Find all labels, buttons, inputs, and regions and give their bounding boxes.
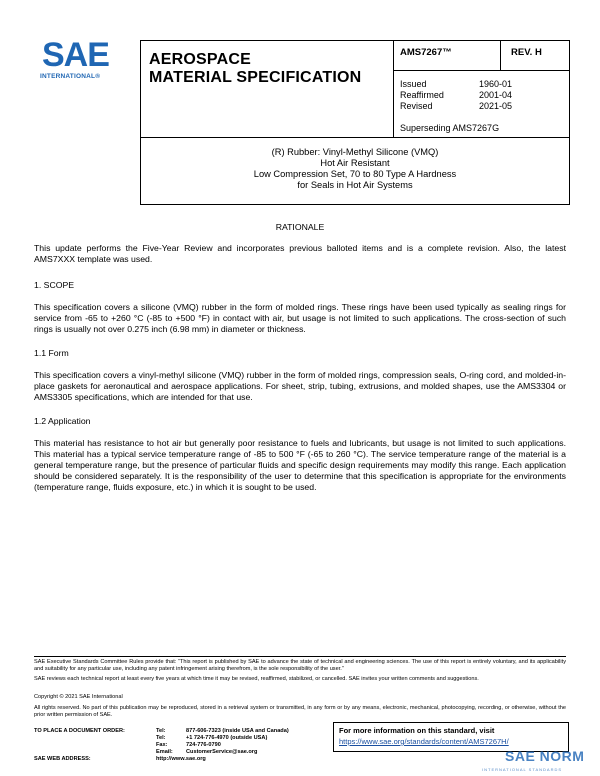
header-divider bbox=[393, 41, 394, 137]
order-label: TO PLACE A DOCUMENT ORDER: bbox=[34, 728, 125, 734]
spec-title-line: Low Compression Set, 70 to 80 Type A Hardness bbox=[253, 169, 457, 179]
superseding-note: Superseding AMS7267G bbox=[400, 123, 500, 133]
revision-label: REV. H bbox=[511, 47, 542, 58]
date-label: Revised bbox=[400, 101, 433, 111]
document-type-title bbox=[149, 51, 361, 87]
contact-key: Tel: bbox=[156, 735, 166, 741]
section-1-paragraph: This specification covers a silicone (VMQ) rubber in the form of molded rings. These rings have been used typically as sealing rings for service from -65 to +260 °C (-85 to +500 °F) in contact with air, but usage is not limited to such applications. The cross-section of such rings is usually not over 0.275 inch (6.98 mm) in diameter or thickness. bbox=[34, 302, 566, 334]
date-list bbox=[400, 79, 512, 112]
date-value: 2021-05 bbox=[478, 101, 512, 111]
section-1-1-heading: 1.1 Form bbox=[34, 348, 69, 358]
phone-outside-usa: +1 724-776-4970 (outside USA) bbox=[186, 735, 268, 741]
order-contact-block bbox=[34, 728, 289, 763]
sae-logo bbox=[38, 38, 120, 84]
web-label: SAE WEB ADDRESS: bbox=[34, 756, 91, 762]
date-label: Reaffirmed bbox=[400, 90, 444, 100]
section-1-1-paragraph: This specification covers a vinyl-methyl silicone (VMQ) rubber in the form of molded rings, compression seals, O-ring cord, and molded-in-place gaskets for aeronautical and aerospace applications. For sheet, strip, tubing, extrusions, and molded shapes, use the AMS3304 or AMS3305 specifications, which are intended for that use. bbox=[34, 370, 566, 402]
date-row-issued bbox=[400, 79, 512, 90]
header-divider bbox=[500, 41, 501, 70]
title-line-1: AEROSPACE bbox=[149, 51, 251, 68]
spec-title-line: (R) Rubber: Vinyl-Methyl Silicone (VMQ) bbox=[271, 147, 439, 157]
date-value: 2001-04 bbox=[478, 90, 512, 100]
contact-key: Fax: bbox=[156, 742, 168, 748]
rationale-paragraph: This update performs the Five-Year Review and incorporates previous balloted items and is a complete revision. Also, the latest AMS7XXX template was used. bbox=[34, 243, 566, 264]
date-row-reaffirmed bbox=[400, 90, 512, 101]
email-address[interactable]: CustomerService@sae.org bbox=[186, 749, 258, 755]
spec-title-line: for Seals in Hot Air Systems bbox=[297, 180, 413, 190]
contact-key: Tel: bbox=[156, 728, 166, 734]
fax-number: 724-776-0790 bbox=[186, 742, 221, 748]
date-label: Issued bbox=[400, 79, 427, 89]
more-info-title: For more information on this standard, visit bbox=[339, 726, 495, 735]
sae-logo-international: INTERNATIONAL® bbox=[40, 73, 101, 80]
section-1-2-heading: 1.2 Application bbox=[34, 416, 91, 426]
section-1-2-paragraph: This material has resistance to hot air but generally poor resistance to fuels and lubricants, but usage is not limited to such applications. This material has a typical service temperature range of -85 to 500 °F (-65 to 260 °C). The service temperature range of the material is a general temperature range, but the presence of particular fluids and specific design requirements may modify this range. Each application should be considered separately. It is the responsibility of the user to determine that this specification is appropriate for the environments (temperature range, fluids exposure, etc.) in which it is sought to be used. bbox=[34, 438, 566, 492]
footer-review-note: SAE reviews each technical report at least every five years at which time it may be revised, reaffirmed, stabilized, or cancelled. SAE invites your written comments and suggestions. bbox=[34, 676, 479, 682]
rationale-heading: RATIONALE bbox=[275, 222, 325, 232]
specification-title-box bbox=[140, 137, 570, 205]
web-address-link[interactable]: http://www.sae.org bbox=[156, 756, 206, 762]
footer-copyright: Copyright © 2021 SAE International bbox=[34, 694, 123, 700]
standard-url-link[interactable]: https://www.sae.org/standards/content/AMS7267H/ bbox=[339, 737, 509, 746]
section-1-heading: 1. SCOPE bbox=[34, 280, 75, 290]
footer-rule bbox=[34, 656, 566, 657]
header-box bbox=[140, 40, 570, 138]
watermark-logo: SAE NORM bbox=[505, 748, 585, 764]
spec-title-line: Hot Air Resistant bbox=[320, 158, 390, 168]
title-line-2: MATERIAL SPECIFICATION bbox=[149, 69, 362, 86]
footer-rules-note: SAE Executive Standards Committee Rules provide that: “This report is published by SAE to advance the state of technical and engineering sciences. The use of this report is entirely voluntary, and its applicability and suitability for any particular use, including any patent infringement arising therefrom, is the sole responsibility of the user.” bbox=[34, 659, 566, 672]
date-row-revised bbox=[400, 101, 512, 112]
phone-inside-usa: 877-606-7323 (inside USA and Canada) bbox=[186, 728, 289, 734]
sae-logo-text: SAE bbox=[42, 36, 109, 74]
document-number: AMS7267™ bbox=[400, 47, 452, 58]
header-divider bbox=[393, 70, 569, 71]
contact-key: Email: bbox=[156, 749, 173, 755]
watermark-subtext: INTERNATIONAL STANDARDS bbox=[482, 767, 563, 772]
footer-rights-note: All rights reserved. No part of this publication may be reproduced, stored in a retrieval system or transmitted, in any form or by any means, electronic, mechanical, photocopying, recording, or otherwise, without the prior written permission of SAE. bbox=[34, 705, 566, 718]
date-value: 1960-01 bbox=[478, 79, 512, 89]
